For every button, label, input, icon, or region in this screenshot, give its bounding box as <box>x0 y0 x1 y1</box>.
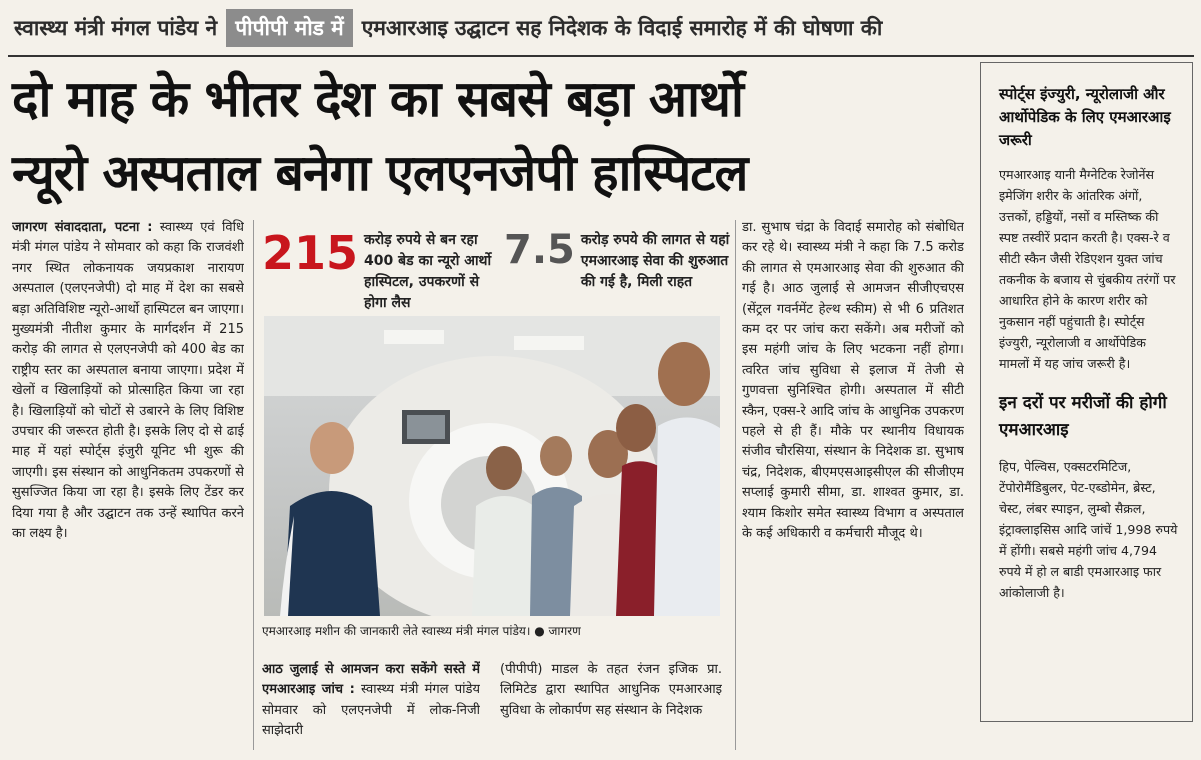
sidebar-box <box>980 62 1193 722</box>
column-4-text: डा. सुभाष चंद्रा के विदाई समारोह को संबोधित कर रहे थे। स्वास्थ्य मंत्री ने कहा कि 7.5 करोड की लागत से एमआरआइ सेवा की शुरुआत की गई है। आठ जुलाई से आमजन सीजीएचएस (सेंट्रल गवर्नमेंट हेल्थ स्कीम) से भी 6 प्रतिशत कम दर पर जांच करा सकेंगे। अब मरीजों को इस महंगी जांच के लिए भटकना नहीं होगा। त्वरित जांच सुविधा से इलाज में तेजी से गुणवत्ता सुनिश्चित होगी। अस्पताल में सीटी स्कैन, एक्स-रे आदि जांच के आधुनिक उपकरण पहले से ही हैं। मौके पर स्थानीय विधायक संजीव चौरसिया, संस्थान के निदेशक डा. सुभाष चंद्र, निदेशक, बीएमएसआइसीएल की सीजीएम सप्लाई कुमारी सीमा, डा. शाश्वत कुमार, डा. श्याम किशोर समेत स्वास्थ्य विभाग व अस्पताल के कई अधिकारी व कर्मचारी मौजूद थे। <box>742 220 964 542</box>
top-rule <box>8 55 1194 57</box>
column-4 <box>742 218 964 754</box>
kicker-text-after: एमआरआइ उद्घाटन सह निदेशक के विदाई समारोह में की घोषणा की <box>361 16 883 40</box>
column-3-bottom <box>500 660 722 755</box>
kicker <box>0 0 1201 56</box>
column-2-text: स्वास्थ्य मंत्री मंगल पांडेय सोमवार को एलएनजेपी में लोक-निजी साझेदारी <box>262 682 480 739</box>
kicker-text-before: स्वास्थ्य मंत्री मंगल पांडेय ने <box>14 16 218 40</box>
sidebar-body: एमआरआइ यानी मैग्नेटिक रेजोनेंस इमेजिंग शरीर के आंतरिक अंगों, उत्तकों, हड्डियों, नसों व मस्तिष्क की स्पष्ट तस्वीरें प्रदान करती है। एक्स-रे व सीटी स्कैन जैसी रेडिएशन युक्त जांच तकनीक के बजाय से चुंबकीय तरंगों पर आधारित होने के कारण शरीर को नुकसान नहीं पहुंचाती है। स्पोर्ट्स इंज्युरी, न्यूरोलाजी व आर्थोपेडिक मामलों में यह जांच जरूरी है। <box>999 167 1176 371</box>
stat-7-5-text: करोड़ रुपये की लागत से यहां एमआरआइ सेवा की शुरुआत की गई है, मिली राहत <box>580 232 730 290</box>
sidebar-body-2: हिप, पेल्विस, एक्सटरमिटिज, टेंपोरोमैंडिबुलर, पेट-एब्डोमेन, ब्रेस्ट, चेस्ट, लंबर स्पाइन, लुम्बो सैक्रल, इंट्राक्लाइसिस आदि जांचें 1,998 रुपये में होंगी। सबसे महंगी जांच 4,794 रुपये में हो ल बाडी एमआरआइ फार आंकोलाजी है। <box>999 459 1178 600</box>
column-1-text: स्वास्थ्य एवं विधि मंत्री मंगल पांडेय ने सोमवार को कहा कि राजवंशी नगर स्थित लोकनायक जयप्रकाश नारायण अस्पताल (एलएनजेपी) दो माह में देश का सबसे बड़ा अतिविशिष्ट न्यूरो-आर्थो हास्पिटल बन जाएगा। मुख्यमंत्री नीतीश कुमार के मार्गदर्शन में 215 करोड़ की लागत से एलएनजेपी को 400 बेड का राष्ट्रीय स्तर का अस्पताल बनाया जाएगा। प्रदेश में खेलों व खिलाड़ियों को प्रोत्साहित किया जा रहा है। खिलाड़ियों को चोटों से उबारने के लिए विशिष्ट उपचार की जरूरत होती है। इसके लिए दो से ढाई माह में यहां स्पोर्ट्स इंजुरी यूनिट भी शुरू की जाएगी। इस संस्थान को आधुनिकतम उपकरणों से सुसज्जित किया जा रहा है। इसके लिए टेंडर कर दिया गया है और उद्घाटन तक उन्हें स्थापित करने का लक्ष्य है। <box>12 220 244 542</box>
column-divider-2 <box>735 220 736 750</box>
stat-215 <box>262 226 492 314</box>
headline-line-2: न्यूरो अस्पताल बनेगा एलएनजेपी हास्पिटल <box>12 144 748 202</box>
subhead: आठ जुलाई से आमजन करा सकेंगे सस्ते में एमआरआइ जांच : <box>262 662 480 698</box>
stat-215-text: करोड़ रुपये से बन रहा 400 बेड का न्यूरो आर्थो हास्पिटल, उपकरणों से होगा लैस <box>364 232 492 311</box>
column-1 <box>12 218 244 748</box>
caption-text: एमआरआइ मशीन की जानकारी लेते स्वास्थ्य मंत्री मंगल पांडेय। <box>262 624 531 638</box>
column-3-text: (पीपीपी) माडल के तहत रंजन इजिक प्रा. लिमिटेड द्वारा स्थापित आधुनिक एमआरआइ सुविधा के लोकार्पण सह संस्थान के निदेशक <box>500 662 722 718</box>
photo-illustration <box>264 316 720 616</box>
caption-credit: ● जागरण <box>534 624 581 638</box>
stat-7-5-number: 7.5 <box>504 227 575 273</box>
headline-line-1: दो माह के भीतर देश का सबसे बड़ा आर्थो <box>12 70 743 128</box>
kicker-highlight: पीपीपी मोड में <box>226 9 353 47</box>
photo-caption <box>262 622 732 639</box>
column-divider-1 <box>253 220 254 750</box>
sidebar-heading-2: इन दरों पर मरीजों की होगी एमआरआइ <box>999 393 1167 440</box>
byline: जागरण संवाददाता, पटना : <box>12 220 153 235</box>
news-photo <box>264 316 720 616</box>
stat-215-number: 215 <box>262 226 359 280</box>
sidebar-title: स्पोर्ट्स इंज्युरी, न्यूरोलाजी और आर्थोपेडिक के लिए एमआरआइ जरूरी <box>999 85 1171 149</box>
column-2-bottom <box>262 660 480 755</box>
stat-7-5 <box>504 227 730 293</box>
